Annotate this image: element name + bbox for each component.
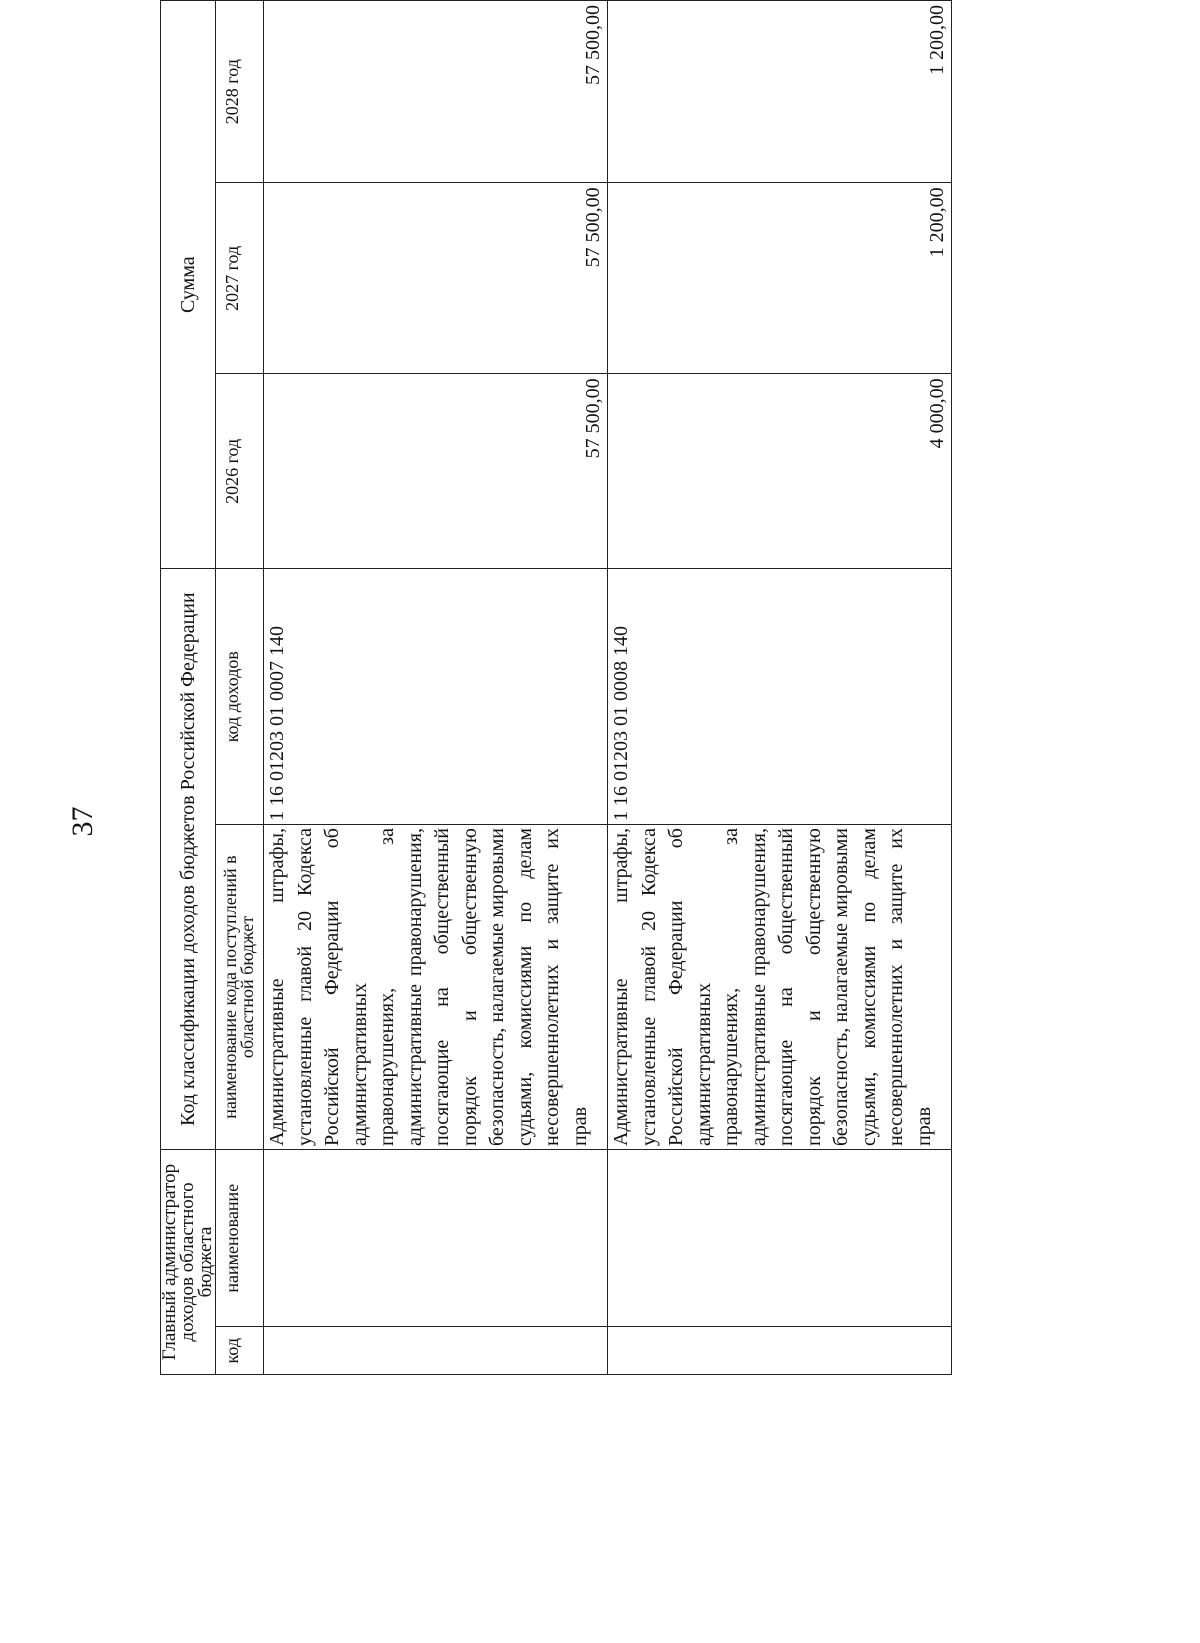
table-row — [264, 1, 608, 1375]
row-sum-2027: 57 500,00 — [264, 183, 608, 374]
row-admin-code — [264, 1327, 608, 1375]
header-admin-group: Главный администратор доходов областного бюджета — [161, 1150, 216, 1375]
header-income-code: код доходов — [216, 569, 264, 825]
header-sum-group: Сумма — [161, 1, 216, 569]
row-sum-2027: 1 200,00 — [608, 183, 952, 374]
header-year-2028: 2028 год — [216, 1, 264, 183]
row-income-name: Административные штрафы, установленные главой 20 Кодекса Российской Федерации об административных правонарушениях, за административные правонарушения, посягающие на общественный порядок и общественную безопасность, налагаемые мировыми судьями, комиссиями по делам несовершеннолетних и защите их прав — [608, 825, 952, 1150]
row-income-code: 1 16 01203 01 0008 140 — [608, 569, 952, 825]
row-sum-2028: 1 200,00 — [608, 1, 952, 183]
row-admin-code — [608, 1327, 952, 1375]
table-row — [608, 1, 952, 1375]
row-sum-2026: 4 000,00 — [608, 374, 952, 569]
row-admin-name — [608, 1150, 952, 1327]
header-income-name: наименование кода поступлений в областной бюджет — [216, 825, 264, 1150]
header-admin-name: наименование — [216, 1150, 264, 1327]
row-admin-name — [264, 1150, 608, 1327]
header-classification-group: Код классификации доходов бюджетов Российской Федерации — [161, 569, 216, 1150]
row-income-code: 1 16 01203 01 0007 140 — [264, 569, 608, 825]
header-year-2026: 2026 год — [216, 374, 264, 569]
row-sum-2028: 57 500,00 — [264, 1, 608, 183]
row-income-name: Административные штрафы, установленные главой 20 Кодекса Российской Федерации об административных правонарушениях, за административные правонарушения, посягающие на общественный порядок и общественную безопасность, налагаемые мировыми судьями, комиссиями по делам несовершеннолетних и защите их прав — [264, 825, 608, 1150]
header-year-2027: 2027 год — [216, 183, 264, 374]
row-sum-2026: 57 500,00 — [264, 374, 608, 569]
page-number: 37 — [66, 806, 99, 837]
header-admin-code: код — [216, 1327, 264, 1375]
income-classification-table — [160, 0, 952, 1375]
header-row-1 — [161, 1, 216, 1375]
